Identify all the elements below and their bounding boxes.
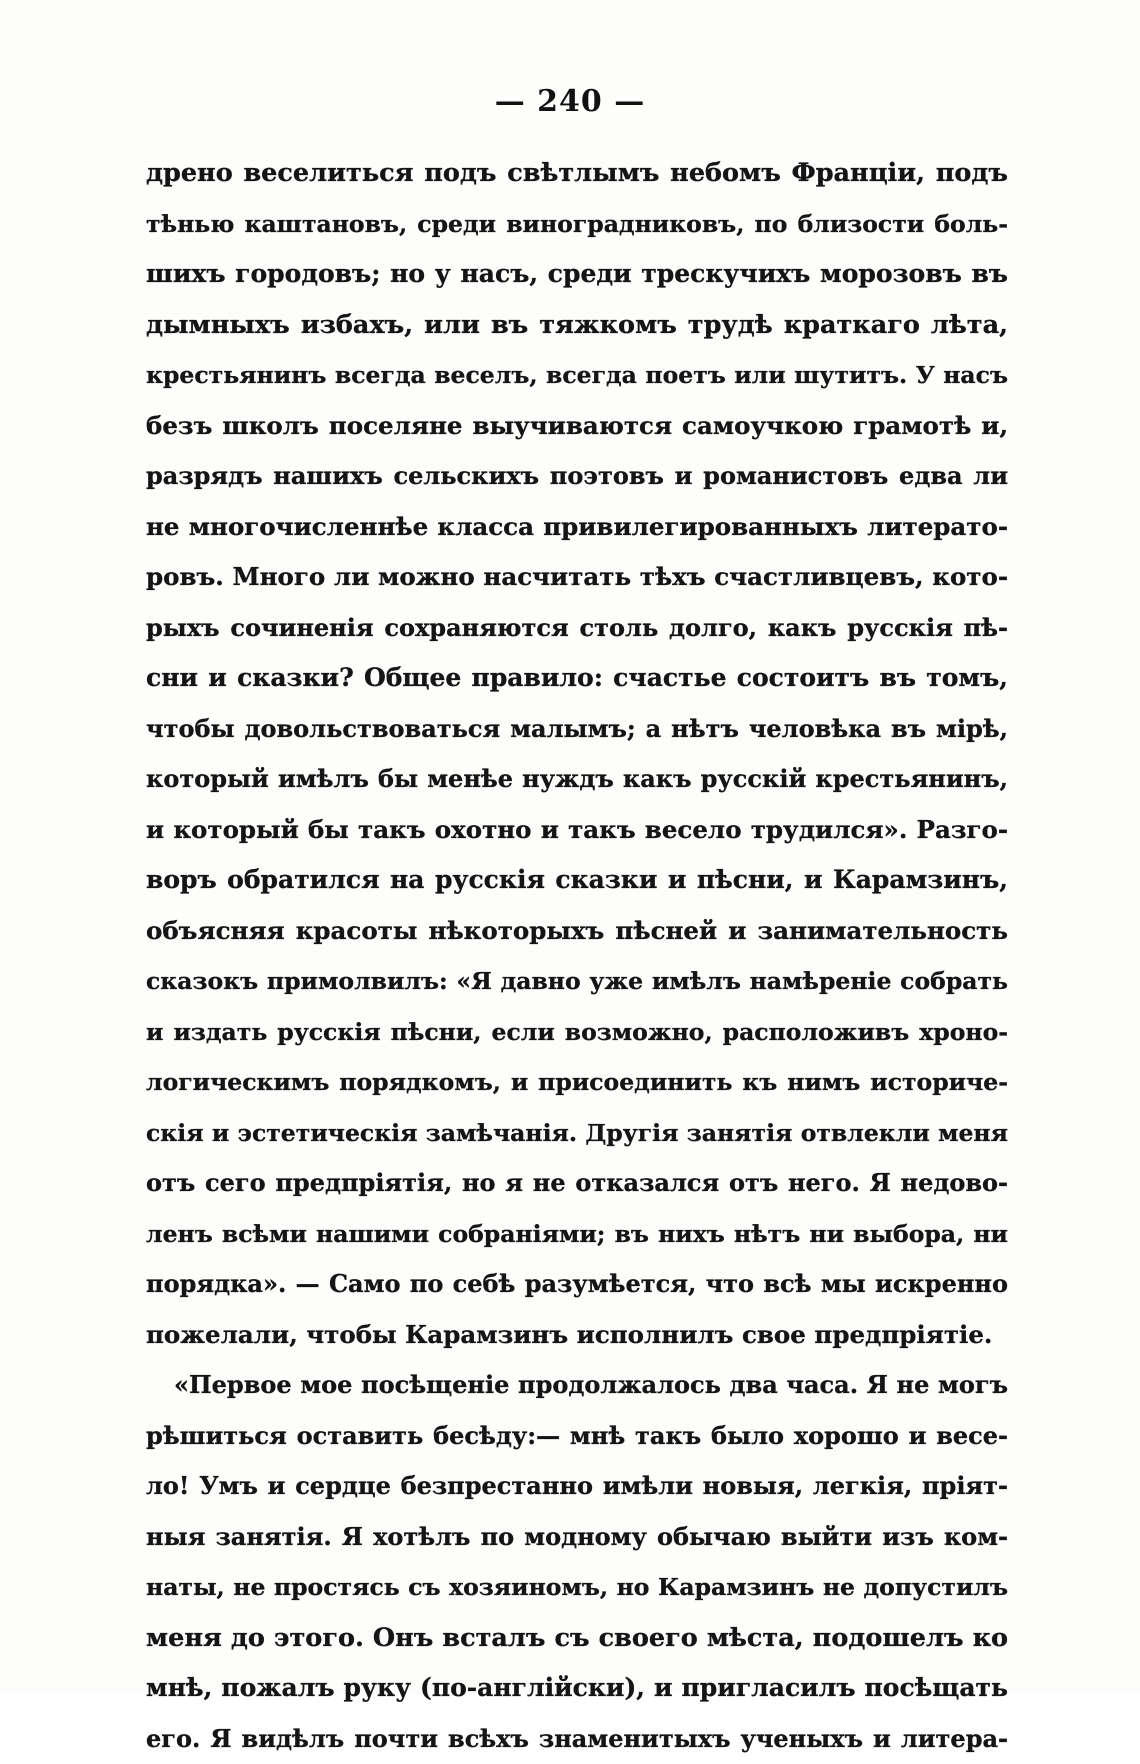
text-line: «Первое мое посѣщеніе продолжалось два часа. Я не могъ [146,1360,1008,1411]
text-line: меня до этого. Онъ всталъ съ своего мѣста, подошелъ ко [146,1613,1008,1664]
text-line: безъ школъ поселяне выучиваются самоучкою грамотѣ и, [146,401,1008,452]
text-line: ныя занятія. Я хотѣлъ по модному обычаю выйти изъ ком- [146,1512,1008,1563]
text-line: ровъ. Много ли можно насчитать тѣхъ счастливцевъ, кото- [146,552,1008,603]
text-line: ло! Умъ и сердце безпрестанно имѣли новыя, легкія, пріят- [146,1461,1008,1512]
paragraph-1 [146,148,1008,1360]
text-line: рыхъ сочиненія сохраняются столь долго, какъ русскія пѣ- [146,603,1008,654]
text-line: объясняя красоты нѣкоторыхъ пѣсней и занимательность [146,906,1008,957]
text-line: мнѣ, пожалъ руку (по-англійски), и пригласилъ посѣщать [146,1663,1008,1714]
text-line: который имѣлъ бы менѣе нуждъ какъ русскій крестьянинъ, [146,754,1008,805]
text-line: и который бы такъ охотно и такъ весело трудился». Разго- [146,805,1008,856]
text-line: порядка». — Само по себѣ разумѣется, что всѣ мы искренно [146,1259,1008,1310]
text-line: рѣшиться оставить бесѣду:— мнѣ такъ было хорошо и весе- [146,1411,1008,1462]
text-line: не многочисленнѣе класса привилегированныхъ литерато- [146,502,1008,553]
text-line: крестьянинъ всегда веселъ, всегда поетъ или шутитъ. У насъ [146,350,1008,401]
text-line: пожелали, чтобы Карамзинъ исполнилъ свое предпріятіе. [146,1310,1008,1361]
text-line: логическимъ порядкомъ, и присоединить къ нимъ историче- [146,1057,1008,1108]
text-line: ленъ всѣми нашими собраніями; въ нихъ нѣтъ ни выбора, ни [146,1209,1008,1260]
text-line: тѣнью каштановъ, среди виноградниковъ, по близости боль- [146,199,1008,250]
text-line: наты, не простясь съ хозяиномъ, но Карамзинъ не допустилъ [146,1562,1008,1613]
text-line: дымныхъ избахъ, или въ тяжкомъ трудѣ краткаго лѣта, [146,300,1008,351]
text-line: чтобы довольствоваться малымъ; а нѣтъ человѣка въ мірѣ, [146,704,1008,755]
body-text [146,148,1008,1764]
text-line: и издать русскія пѣсни, если возможно, расположивъ хроно- [146,1007,1008,1058]
text-line: разрядъ нашихъ сельскихъ поэтовъ и романистовъ едва ли [146,451,1008,502]
text-line: отъ сего предпріятія, но я не отказался отъ него. Я недово- [146,1158,1008,1209]
text-line: воръ обратился на русскія сказки и пѣсни, и Карамзинъ, [146,855,1008,906]
page-number: — 240 — [0,84,1140,119]
text-line: скія и эстетическія замѣчанія. Другія занятія отвлекли меня [146,1108,1008,1159]
text-line: его. Я видѣлъ почти всѣхъ знаменитыхъ ученыхъ и литера- [146,1714,1008,1764]
text-line: сни и сказки? Общее правило: счастье состоитъ въ томъ, [146,653,1008,704]
paragraph-2 [146,1360,1008,1764]
text-line: шихъ городовъ; но у насъ, среди трескучихъ морозовъ въ [146,249,1008,300]
text-line: дрено веселиться подъ свѣтлымъ небомъ Франціи, подъ [146,148,1008,199]
text-line: сказокъ примолвилъ: «Я давно уже имѣлъ намѣреніе собрать [146,956,1008,1007]
